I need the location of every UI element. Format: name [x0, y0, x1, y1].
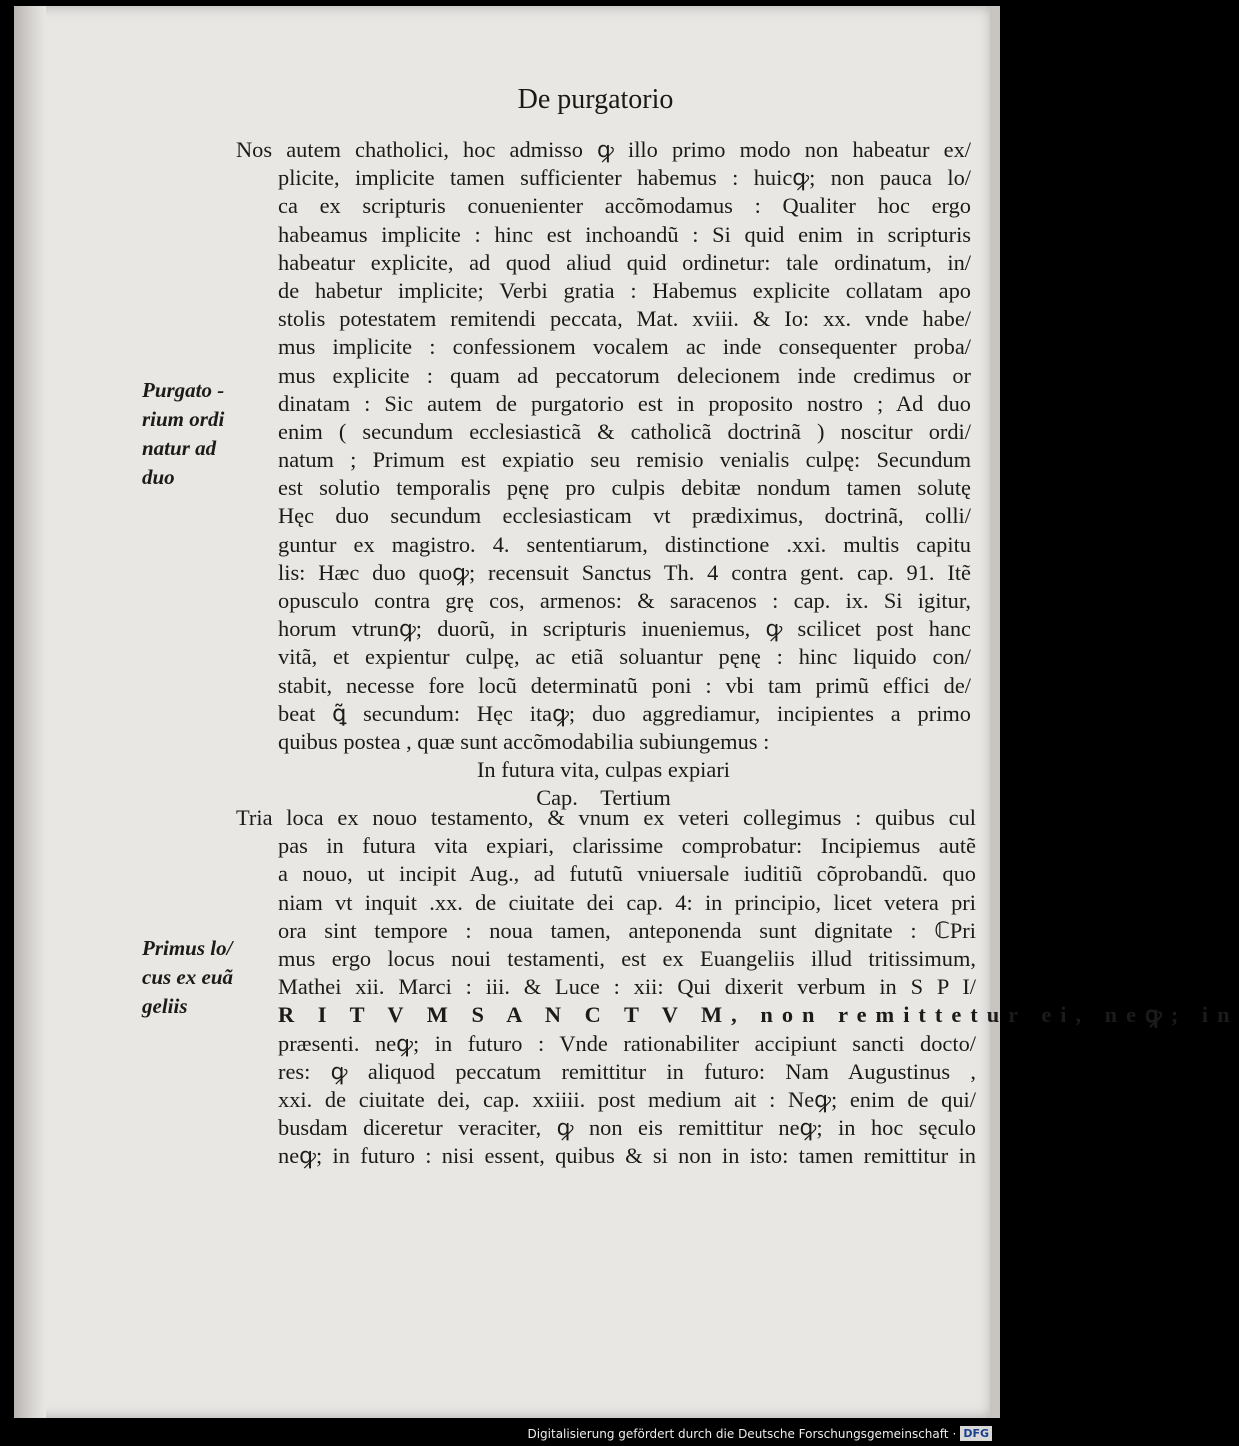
- text-line: a nouo, ut incipit Aug., ad fututũ vniuersale iuditiũ cõprobandũ. quo: [278, 861, 976, 887]
- text-line: xxi. de ciuitate dei, cap. xxiiii. post medium ait : Neꝙ; enim de qui/: [278, 1086, 976, 1112]
- text-line: natum ; Primum est expiatio seu remisio venialis culpę: Secundum: [278, 447, 971, 473]
- chapter-label: Cap.: [536, 785, 578, 811]
- text-line: guntur ex magistro. 4. sententiarum, distinctione .xxi. multis capitu: [278, 531, 971, 557]
- digitization-credit: Digitalisierung gefördert durch die Deutsche Forschungsgemeinschaft · DFG: [527, 1426, 992, 1441]
- page-gutter: [14, 6, 46, 1418]
- text-line: mus ergo locus noui testamenti, est ex Euangeliis illud tritissimum,: [278, 945, 976, 971]
- text-line: mus implicite : confessionem vocalem ac inde consequenter proba/: [278, 334, 971, 360]
- text-line: beat ꝗ̃ secundum: Hęc itaꝙ; duo aggrediamur, incipientes a primo: [278, 700, 971, 726]
- text-line: plicite, implicite tamen sufficienter habemus : huicꝙ; non pauca lo/: [278, 165, 971, 191]
- text-line: busdam diceretur veraciter, ꝙ non eis remittitur neꝙ; in hoc sęculo: [278, 1115, 976, 1141]
- text-line: de habetur implicite; Verbi gratia : Habemus explicite collatam apo: [278, 277, 971, 303]
- margin-note-primus-locus: Primus lo/ cus ex euã geliis: [142, 936, 233, 1018]
- margin-note-purgatorio: Purgato - rium ordi natur ad duo: [142, 378, 225, 489]
- text-line: Hęc duo secundum ecclesiasticam vt prædiximus, doctrinã, colli/: [278, 503, 971, 529]
- text-line: neꝙ; in futuro : nisi essent, quibus & si non in isto: tamen remittitur in: [278, 1143, 976, 1169]
- text-line: res: ꝙ aliquod peccatum remittitur in futuro: Nam Augustinus ,: [278, 1058, 976, 1084]
- text-line: Mathei xii. Marci : iii. & Luce : xii: Qui dixerit verbum in S P I/: [278, 974, 976, 1000]
- text-line: stolis potestatem remitendi peccata, Mat. xviii. & Io: xx. vnde habe/: [278, 306, 971, 332]
- text-line: ora sint tempore : noua tamen, anteponenda sunt dignitate : ℂPri: [278, 917, 976, 943]
- text-line: stabit, necesse fore locũ determinatũ poni : vbi tam primũ effici de/: [278, 672, 971, 698]
- text-line: præsenti. neꝙ; in futuro : Vnde rationabiliter accipiunt sancti docto/: [278, 1030, 976, 1056]
- dfg-logo-icon: DFG: [960, 1426, 992, 1441]
- chapter-heading: In futura vita, culpas expiari: [476, 757, 731, 783]
- text-line: Nos autem chatholici, hoc admisso ꝙ illo primo modo non habeatur ex/: [236, 137, 971, 162]
- text-line: niam vt inquit .xx. de ciuitate dei cap. 4: in principio, licet vetera pri: [278, 889, 976, 915]
- text-line: est solutio temporalis pęnę pro culpis debitæ nondum tamen solutę: [278, 475, 971, 501]
- body-text: [236, 136, 971, 813]
- text-line: lis: Hæc duo quoꝙ; recensuit Sanctus Th. 4 contra gent. cap. 91. Itẽ: [278, 559, 971, 585]
- text-line: Tria loca ex nouo testamento, & vnum ex veteri collegimus : quibus cul: [236, 805, 976, 830]
- page-edge: [990, 6, 1000, 1418]
- text-line: habeamus implicite : hinc est inchoandũ : Si quid enim in scripturis: [278, 221, 971, 247]
- text-line: pas in futura vita expiari, clarissime comprobatur: Incipiemus autẽ: [278, 833, 976, 859]
- text-line: enim ( secundum ecclesiasticã & catholicã doctrinã ) noscitur ordi/: [278, 418, 971, 444]
- text-line: R I T V M S A N C T V M, non remittetur ei, neꝙ; in: [278, 1002, 1239, 1028]
- book-page: [14, 6, 1239, 1418]
- text-line: habeatur explicite, ad quod aliud quid ordinetur: tale ordinatum, in/: [278, 249, 971, 275]
- text-line: horum vtrunꝙ; duorũ, in scripturis inueniemus, ꝙ scilicet post hanc: [278, 616, 971, 642]
- credit-text: Digitalisierung gefördert durch die Deutsche Forschungsgemeinschaft: [527, 1426, 949, 1441]
- text-line: dinatam : Sic autem de purgatorio est in proposito nostro ; Ad duo: [278, 390, 971, 416]
- text-line: mus explicite : quam ad peccatorum delecionem inde credimus or: [278, 362, 971, 388]
- text-line: ca ex scripturis conuenienter accõmodamus : Qualiter hoc ergo: [278, 193, 971, 219]
- text-line: vitã, et expientur culpę, ac etiã soluantur pęnę : hinc liquido con/: [278, 644, 971, 670]
- body-text-chapter: [236, 804, 1239, 1170]
- text-line: opusculo contra grę cos, armenos: & saracenos : cap. ix. Si igitur,: [278, 588, 971, 613]
- running-header: De purgatorio: [517, 84, 674, 115]
- chapter-ordinal: Tertium: [600, 785, 671, 811]
- text-line: quibus postea , quæ sunt accõmodabilia subiungemus :: [278, 728, 770, 754]
